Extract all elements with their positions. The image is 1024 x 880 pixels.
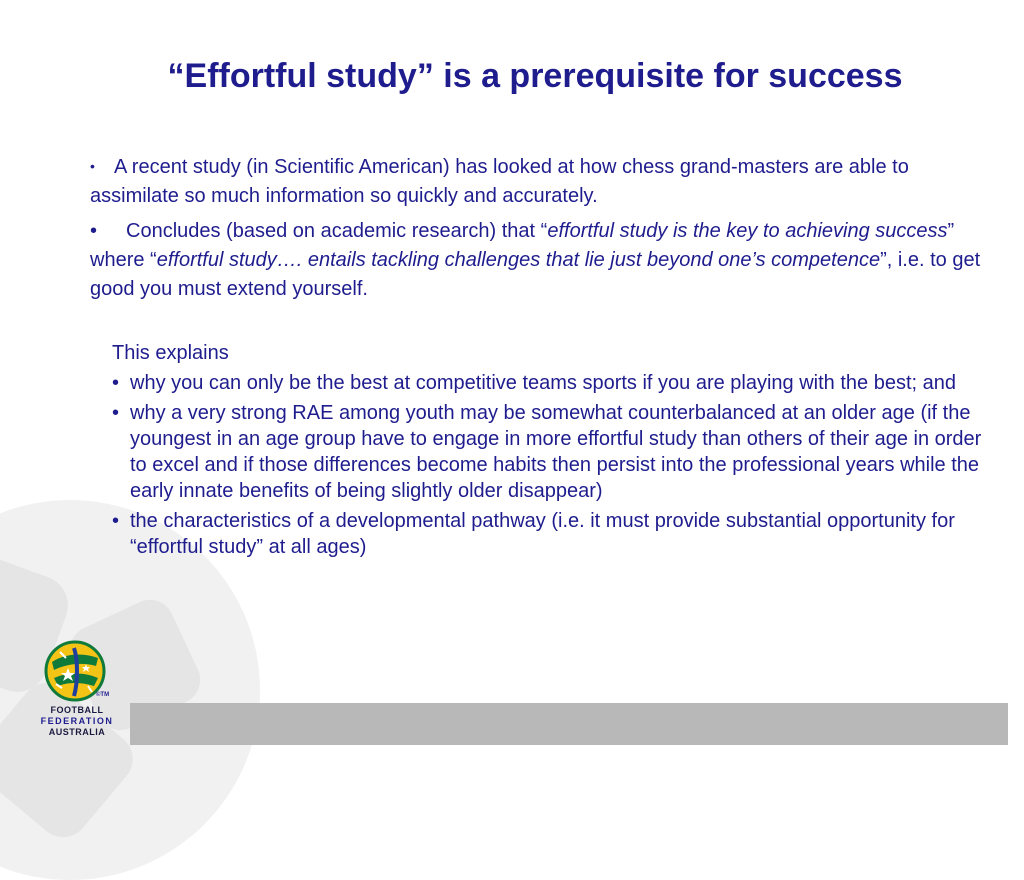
main-bullet-item (90, 217, 990, 304)
bullet-marker: • (112, 372, 120, 394)
logo-text-line: AUSTRALIA (48, 727, 106, 737)
explains-item-text: the characteristics of a developmental pathway (i.e. it must provide substantial opportunity for “effortful study” at all ages) (130, 510, 955, 558)
explains-item-text: why a very strong RAE among youth may be somewhat counterbalanced at an older age (if the youngest in an age group have to engage in more effortful study than others of their age in order to excel and if those differences become habits then persist into the professional years while the early innate benefits of being slightly older disappear) (130, 402, 982, 502)
explains-list (112, 370, 992, 560)
main-bullet-item (90, 152, 990, 211)
explains-lead: This explains (112, 342, 229, 364)
logo-text-line: FEDERATION (40, 716, 114, 726)
explains-item (112, 370, 992, 396)
bullet-text: A recent study (in Scientific American) has looked at how chess grand-masters are able to assimilate so much information so quickly and accurately. (90, 156, 909, 207)
bullet-marker: • (112, 510, 120, 532)
bullet-text-pre: Concludes (based on academic research) that “ (126, 220, 548, 242)
explains-item-text: why you can only be the best at competitive teams sports if you are playing with the best; and (130, 372, 957, 394)
logo-text-line: FOOTBALL (50, 705, 104, 715)
bullet-text-post: ”, i.e. to get good you must extend yourself. (90, 249, 981, 300)
bullet-text-mid: ” where “ (90, 220, 955, 271)
ffa-logo (36, 640, 118, 760)
bullet-marker: • (112, 402, 120, 424)
main-bullet-list (90, 152, 990, 310)
bullet-marker: • (90, 158, 95, 174)
bullet-quote-emphasis: effortful study is the key to achieving success (547, 220, 948, 242)
slide-title: “Effortful study” is a prerequisite for success (167, 57, 903, 95)
bullet-marker: • (90, 220, 98, 242)
explains-item (112, 508, 992, 560)
footer-bar (130, 703, 1008, 745)
explains-section (112, 340, 992, 564)
bullet-quote-emphasis: effortful study…. entails tackling challenges that lie just beyond one’s competence (156, 249, 881, 271)
logo-trademark: ©TM (96, 692, 110, 698)
explains-item (112, 400, 992, 504)
